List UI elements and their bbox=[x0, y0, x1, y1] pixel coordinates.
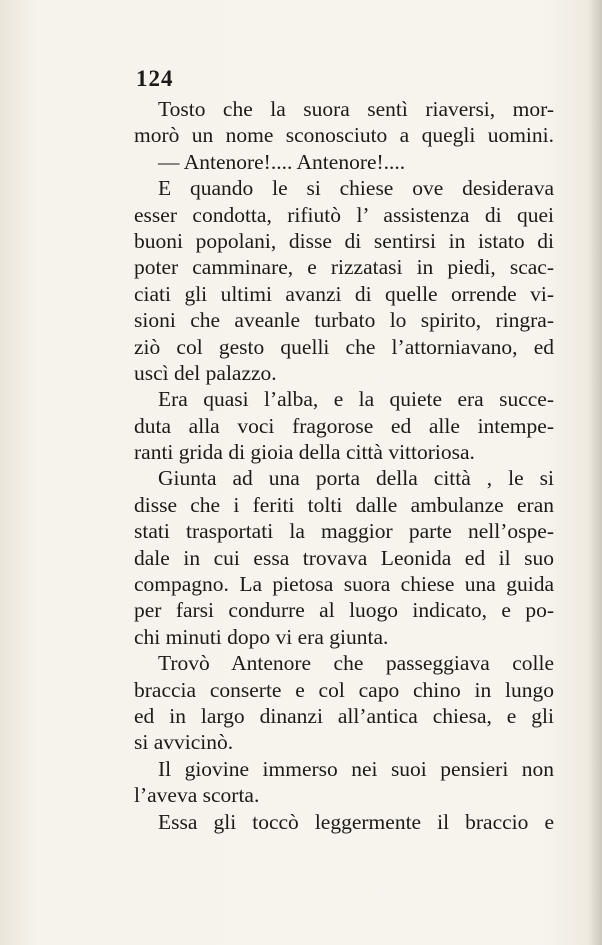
text-line: compagno. La pietosa suora chiese una guida bbox=[134, 572, 554, 597]
text-line: Era quasi l’alba, e la quiete era succe- bbox=[158, 387, 554, 412]
text-line: chi minuti dopo vi era giunta. bbox=[134, 624, 389, 649]
text-line: Il giovine immerso nei suoi pensieri non bbox=[158, 756, 554, 781]
text-line: disse che i feriti tolti dalle ambulanze eran bbox=[134, 492, 554, 517]
text-line: Tosto che la suora sentì riaversi, mor- bbox=[158, 97, 554, 121]
text-line: duta alla voci fragorose ed alle intempe- bbox=[134, 413, 554, 438]
text-line: buoni popolani, disse di sentirsi in istato di bbox=[134, 228, 554, 253]
text-line: l’aveva scorta. bbox=[134, 783, 260, 808]
text-line: Trovò Antenore che passeggiava colle bbox=[158, 651, 554, 676]
text-line: morò un nome sconosciuto a quegli uomini. bbox=[134, 123, 554, 148]
text-line: si avvicinò. bbox=[134, 730, 234, 755]
text-line: braccia conserte e col capo chino in lungo bbox=[134, 677, 554, 702]
text-line: sioni che aveanle turbato lo spirito, ringra- bbox=[134, 308, 554, 333]
text-line: ranti grida di gioia della città vittoriosa. bbox=[134, 440, 475, 465]
text-line: Essa gli toccò leggermente il braccio e bbox=[158, 809, 554, 834]
text-line: ed in largo dinanzi all’antica chiesa, e gli bbox=[134, 703, 554, 728]
text-line: stati trasportati la maggior parte nell’ospe- bbox=[134, 519, 554, 544]
text-line: ziò col gesto quelli che l’attorniavano, ed bbox=[134, 334, 554, 359]
text-line: per farsi condurre al luogo indicato, e po- bbox=[134, 598, 554, 623]
page-number: 124 bbox=[136, 66, 174, 91]
page-edge-shadow bbox=[588, 0, 602, 945]
body-text bbox=[134, 96, 554, 835]
text-line: E quando le si chiese ove desiderava bbox=[158, 176, 554, 201]
text-line: dale in cui essa trovava Leonida ed il suo bbox=[134, 545, 554, 570]
text-line: uscì del palazzo. bbox=[134, 360, 277, 385]
text-line: ciati gli ultimi avanzi di quelle orrende vi- bbox=[134, 281, 554, 306]
text-line: — Antenore!.... Antenore!.... bbox=[158, 149, 406, 174]
text-line: Giunta ad una porta della città , le si bbox=[158, 466, 554, 491]
text-line: esser condotta, rifiutò l’ assistenza di quei bbox=[134, 202, 554, 227]
text-line: poter camminare, e rizzatasi in piedi, scac- bbox=[134, 255, 554, 280]
